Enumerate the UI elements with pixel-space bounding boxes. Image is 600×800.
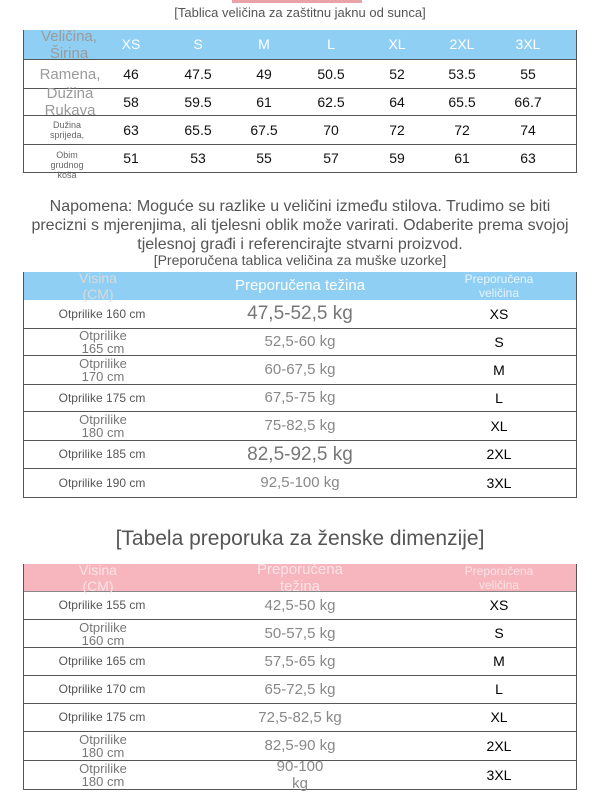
- header-size: Preporučena veličina: [464, 563, 534, 592]
- size-cell: S: [494, 333, 504, 350]
- size-header-3xl: 3XL: [515, 36, 541, 53]
- cell-value: 63: [123, 121, 139, 138]
- women-table-header: [24, 560, 576, 595]
- men-row: [24, 412, 576, 441]
- header-weight: Preporučena težina: [257, 560, 343, 595]
- cell-value: 67.5: [250, 121, 278, 138]
- cell-value: 61: [256, 93, 272, 110]
- row-label: Dužina sprijeda,: [49, 120, 85, 140]
- height-cell: Otprilike 160 cm: [58, 306, 146, 321]
- weight-cell: 82,5-92,5 kg: [247, 443, 353, 465]
- header-height: Visina (CM): [79, 561, 117, 594]
- weight-cell: 60-67,5 kg: [264, 361, 336, 379]
- women-row: [24, 592, 576, 620]
- size-cell: 3XL: [486, 766, 512, 783]
- women-row: [24, 676, 576, 704]
- size-cell: XS: [489, 597, 509, 614]
- height-cell: Otprilike 175 cm: [58, 710, 146, 725]
- header-size: Preporučena veličina: [464, 272, 534, 300]
- cell-value: 53.5: [448, 65, 476, 82]
- cell-value: 65.5: [448, 93, 476, 110]
- women-table-title: [Tabela preporuka za ženske dimenzije]: [115, 527, 485, 550]
- cell-value: 49: [256, 65, 272, 82]
- cell-value: 72: [454, 121, 470, 138]
- size-row-chest: [24, 145, 576, 180]
- cell-value: 74: [520, 121, 536, 138]
- cell-value: 57: [323, 150, 339, 167]
- women-table: [23, 560, 577, 792]
- weight-cell: 50-57,5 kg: [264, 624, 336, 642]
- size-header-m: M: [258, 36, 270, 53]
- height-cell: Otprilike 170 cm: [58, 682, 146, 697]
- height-cell: Otprilike 160 cm: [79, 619, 127, 648]
- weight-cell: 42,5-50 kg: [264, 596, 336, 614]
- men-row: [24, 300, 576, 329]
- cell-value: 70: [323, 121, 339, 138]
- cell-value: 55: [520, 65, 536, 82]
- cell-value: 63: [520, 150, 536, 167]
- weight-cell: 90-100 kg: [276, 758, 324, 792]
- size-cell: M: [493, 653, 505, 670]
- weight-cell: 82,5-90 kg: [264, 737, 336, 755]
- cell-value: 64: [389, 93, 405, 110]
- women-row: [24, 620, 576, 648]
- women-row: [24, 732, 576, 761]
- cell-value: 53: [190, 150, 206, 167]
- height-cell: Otprilike 175 cm: [58, 390, 146, 405]
- size-table-corner: Veličina, Širina: [41, 27, 97, 62]
- size-table-header: [24, 27, 576, 62]
- height-cell: Otprilike 165 cm: [79, 328, 127, 356]
- height-cell: Otprilike 180 cm: [79, 412, 127, 440]
- men-table-title: [Preporučena tablica veličina za muške uzorke]: [153, 252, 447, 268]
- size-header-xl: XL: [388, 36, 406, 53]
- cell-value: 47.5: [184, 65, 212, 82]
- women-row: [24, 758, 576, 792]
- weight-cell: 57,5-65 kg: [264, 652, 336, 670]
- cell-value: 58: [123, 93, 139, 110]
- cell-value: 65.5: [184, 121, 212, 138]
- height-cell: Otprilike 165 cm: [58, 654, 146, 669]
- women-row: [24, 704, 576, 732]
- cell-value: 59: [389, 150, 405, 167]
- size-header-xs: XS: [121, 36, 141, 53]
- cell-value: 51: [123, 150, 139, 167]
- size-header-2xl: 2XL: [449, 36, 475, 53]
- women-row: [24, 648, 576, 676]
- cell-value: 72: [389, 121, 405, 138]
- header-height: Visina (CM): [79, 270, 117, 302]
- cell-value: 52: [389, 65, 405, 82]
- weight-cell: 67,5-75 kg: [264, 389, 336, 407]
- size-cell: 2XL: [486, 446, 512, 463]
- size-note: Napomena: Moguće su razlike u veličini između stilova. Trudimo se biti precizni s mjerenjima, ali tjelesni oblik može varirati. Odaberite prema svojoj tjelesnoj građi i referencirajte stvarni proizvod.: [31, 198, 569, 253]
- cell-value: 59.5: [184, 93, 212, 110]
- height-cell: Otprilike 190 cm: [58, 475, 146, 490]
- size-cell: 2XL: [486, 737, 512, 754]
- size-row-sleeve: [24, 85, 576, 119]
- size-table: [23, 27, 577, 180]
- size-cell: S: [494, 625, 504, 642]
- men-row: [24, 385, 576, 412]
- size-cell: L: [495, 389, 503, 406]
- height-cell: Otprilike 180 cm: [79, 761, 127, 789]
- size-row-front-length: [24, 116, 576, 145]
- weight-cell: 72,5-82,5 kg: [258, 708, 342, 726]
- height-cell: Otprilike 155 cm: [58, 598, 146, 613]
- size-cell: XL: [490, 417, 508, 434]
- men-row: [24, 469, 576, 498]
- size-header-s: S: [193, 36, 203, 53]
- header-weight: Preporučena težina: [234, 277, 366, 295]
- size-cell: XL: [490, 709, 508, 726]
- cell-value: 61: [454, 150, 470, 167]
- height-cell: Otprilike 180 cm: [79, 732, 127, 760]
- row-label: Ramena,: [39, 65, 101, 83]
- size-cell: 3XL: [486, 474, 512, 491]
- row-label: Obim grudnog koša: [50, 150, 84, 180]
- top-accent-bar: [232, 0, 362, 3]
- weight-cell: 92,5-100 kg: [260, 474, 340, 492]
- cell-value: 66.7: [514, 93, 542, 110]
- men-row: [24, 329, 576, 356]
- cell-value: 46: [123, 65, 139, 82]
- row-label: Dužina Rukava: [44, 85, 96, 119]
- cell-value: 62.5: [317, 93, 345, 110]
- men-row: [24, 441, 576, 469]
- size-cell: L: [495, 681, 503, 698]
- height-cell: Otprilike 170 cm: [79, 356, 127, 384]
- size-header-l: L: [327, 36, 335, 53]
- weight-cell: 52,5-60 kg: [264, 333, 336, 351]
- weight-cell: 47,5-52,5 kg: [247, 303, 353, 325]
- size-cell: M: [493, 361, 505, 378]
- men-row: [24, 356, 576, 385]
- weight-cell: 65-72,5 kg: [264, 680, 336, 698]
- cell-value: 55: [256, 150, 272, 167]
- cell-value: 50.5: [317, 65, 345, 82]
- size-cell: XS: [489, 305, 509, 322]
- weight-cell: 75-82,5 kg: [264, 417, 336, 435]
- size-chart-title: [Tablica veličina za zaštitnu jaknu od sunca]: [174, 5, 426, 20]
- men-table-header: [24, 272, 576, 300]
- men-table: [23, 272, 577, 498]
- height-cell: Otprilike 185 cm: [58, 447, 146, 462]
